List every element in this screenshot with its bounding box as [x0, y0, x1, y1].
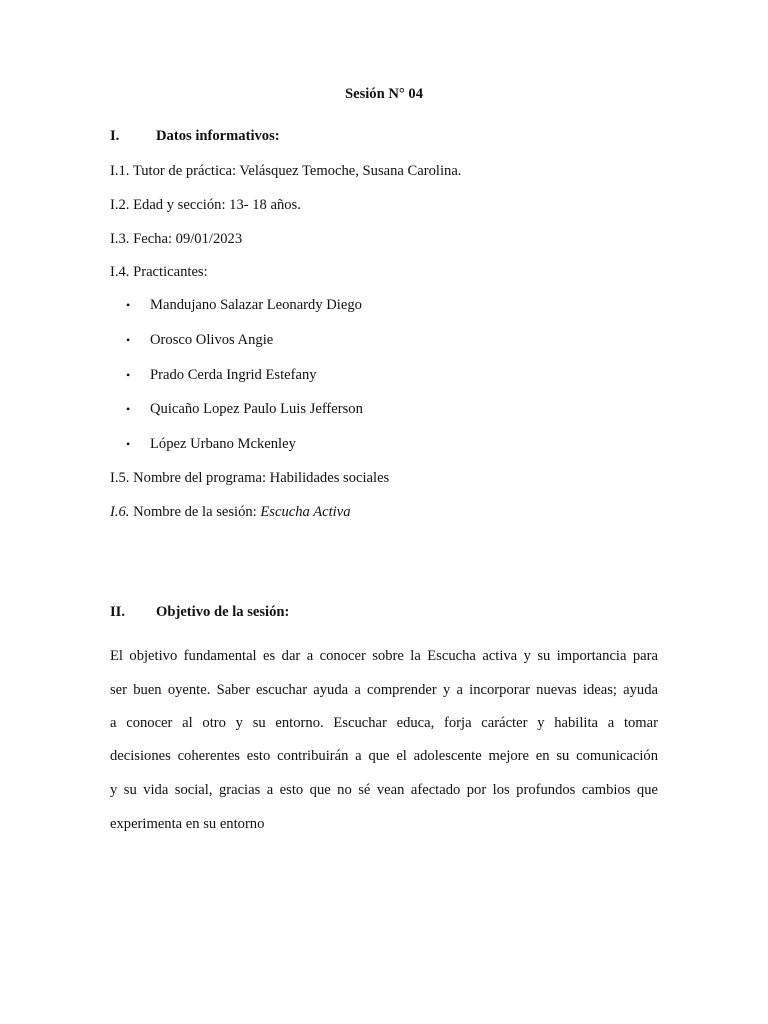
paragraph-line: El objetivo fundamental es dar a conocer sobre la Escucha activa y su importancia para	[110, 648, 658, 664]
practicante-name: Orosco Olivos Angie	[150, 332, 274, 348]
list-item	[126, 401, 363, 418]
tutor-line: I.1. Tutor de práctica: Velásquez Temoche, Susana Carolina.	[110, 163, 462, 179]
paragraph-line: y su vida social, gracias a esto que no sé vean afectado por los profundos cambios que	[110, 782, 658, 798]
edad-line: I.2. Edad y sección: 13- 18 años.	[110, 197, 301, 213]
list-item	[126, 436, 296, 453]
programa-line: I.5. Nombre del programa: Habilidades sociales	[110, 470, 390, 486]
paragraph-line: experimenta en su entorno	[110, 816, 265, 832]
practicante-name: Quicaño Lopez Paulo Luis Jefferson	[150, 401, 363, 417]
list-item	[126, 367, 317, 384]
sesion-value: Escucha Activa	[260, 504, 351, 520]
session-title: Sesión N° 04	[344, 86, 423, 102]
section-heading-datos	[110, 128, 280, 145]
practicante-name: Mandujano Salazar Leonardy Diego	[150, 297, 362, 313]
section-heading-objetivo	[110, 604, 289, 621]
bullet-icon: •	[126, 333, 131, 347]
bullet-icon: •	[126, 402, 131, 416]
paragraph-line: a conocer al otro y su entorno. Escuchar educa, forja carácter y habilita a tomar	[110, 715, 658, 731]
list-item	[126, 332, 273, 349]
practicante-name: Prado Cerda Ingrid Estefany	[150, 367, 317, 383]
sesion-line	[110, 503, 351, 521]
paragraph-line: decisiones coherentes esto contribuirán a que el adolescente mejore en su comunicación	[110, 748, 658, 764]
sesion-label: Nombre de la sesión:	[129, 504, 261, 520]
section-title: Datos informativos:	[156, 128, 280, 144]
sesion-number: I.6.	[110, 504, 130, 520]
practicante-name: López Urbano Mckenley	[150, 436, 296, 452]
section-number: II.	[110, 604, 126, 620]
fecha-line: I.3. Fecha: 09/01/2023	[110, 231, 243, 247]
section-title: Objetivo de la sesión:	[156, 604, 290, 620]
list-item	[126, 297, 362, 314]
bullet-icon: •	[126, 368, 131, 382]
paragraph-line: ser buen oyente. Saber escuchar ayuda a comprender y a incorporar nuevas ideas; ayuda	[110, 682, 658, 698]
bullet-icon: •	[126, 298, 131, 312]
section-number: I.	[110, 128, 120, 144]
practicantes-label: I.4. Practicantes:	[110, 264, 208, 280]
bullet-icon: •	[126, 437, 131, 451]
